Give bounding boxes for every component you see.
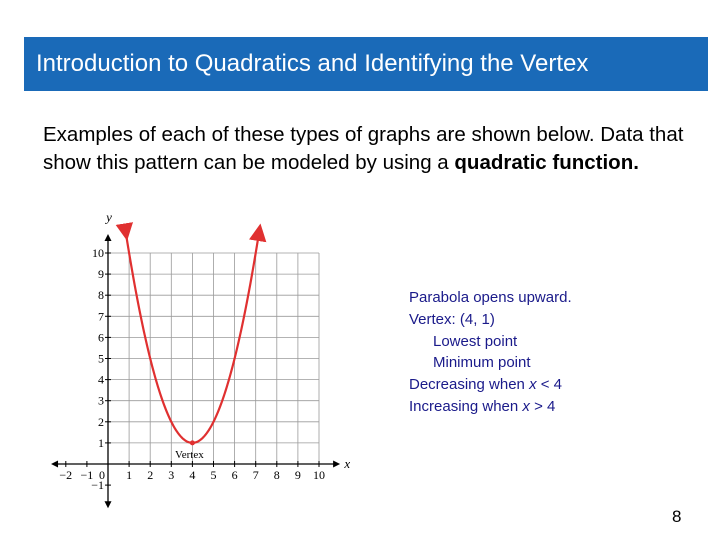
- note-decreasing-text: Decreasing when: [409, 376, 530, 394]
- y-tick-label: 3: [98, 393, 104, 408]
- y-tick-label: −1: [91, 478, 104, 493]
- x-axis-arrow: [333, 461, 340, 468]
- note-increasing-text: Increasing when: [409, 397, 523, 415]
- note-increasing-var: x: [522, 397, 530, 415]
- y-axis-arrow: [105, 234, 112, 241]
- y-tick-label: 2: [98, 414, 104, 429]
- note-decreasing: [409, 374, 572, 396]
- x-tick-label: 10: [313, 468, 325, 482]
- body-text-term: quadratic function.: [454, 151, 639, 174]
- slide-title: Introduction to Quadratics and Identifying the Vertex: [36, 50, 589, 77]
- y-tick-label: 1: [98, 435, 104, 450]
- x-tick-label: −1: [80, 468, 94, 482]
- y-tick-label: 8: [98, 288, 104, 303]
- note-increasing: [409, 396, 572, 418]
- parabola-notes: [409, 287, 572, 418]
- x-tick-label: 3: [168, 468, 175, 482]
- y-tick-label: 9: [98, 267, 104, 282]
- note-increasing-cond: > 4: [529, 397, 556, 415]
- y-axis-label: y: [106, 209, 112, 225]
- y-axis-arrow-neg: [105, 501, 112, 508]
- x-tick-label: 0: [99, 468, 105, 482]
- note-opens: Parabola opens upward.: [409, 289, 572, 306]
- vertex-label: Vertex: [175, 448, 204, 461]
- note-lowest: Lowest point: [433, 332, 518, 350]
- x-tick-label: 9: [294, 468, 301, 482]
- page-number: 8: [672, 507, 682, 526]
- y-tick-label: 7: [98, 309, 104, 324]
- y-tick-labels: [91, 246, 104, 492]
- body-text-intro: Examples of each of these types of graphs are shown below. Data that show this pattern can be modeled by using a: [43, 123, 684, 174]
- y-tick-label: 5: [98, 351, 104, 366]
- y-tick-label: 6: [98, 330, 104, 345]
- x-tick-label: 2: [147, 468, 154, 482]
- x-tick-label: 6: [231, 468, 238, 482]
- x-axis-arrow-neg: [51, 461, 58, 468]
- note-decreasing-cond: < 4: [536, 376, 563, 394]
- graph-grid: [108, 253, 319, 464]
- x-tick-label: 4: [189, 468, 196, 482]
- note-vertex: Vertex: (4, 1): [409, 310, 495, 328]
- x-tick-label: 7: [252, 468, 259, 482]
- x-tick-label: 1: [126, 468, 133, 482]
- y-tick-label: 4: [98, 372, 104, 387]
- x-axis-label: x: [344, 456, 351, 471]
- x-tick-label: −2: [59, 468, 73, 482]
- vertex-point: [190, 440, 195, 445]
- y-tick-label: 10: [92, 246, 104, 260]
- x-tick-label: 5: [210, 468, 217, 482]
- x-tick-label: 8: [273, 468, 280, 482]
- note-decreasing-var: x: [529, 376, 537, 394]
- note-minimum: Minimum point: [433, 354, 531, 372]
